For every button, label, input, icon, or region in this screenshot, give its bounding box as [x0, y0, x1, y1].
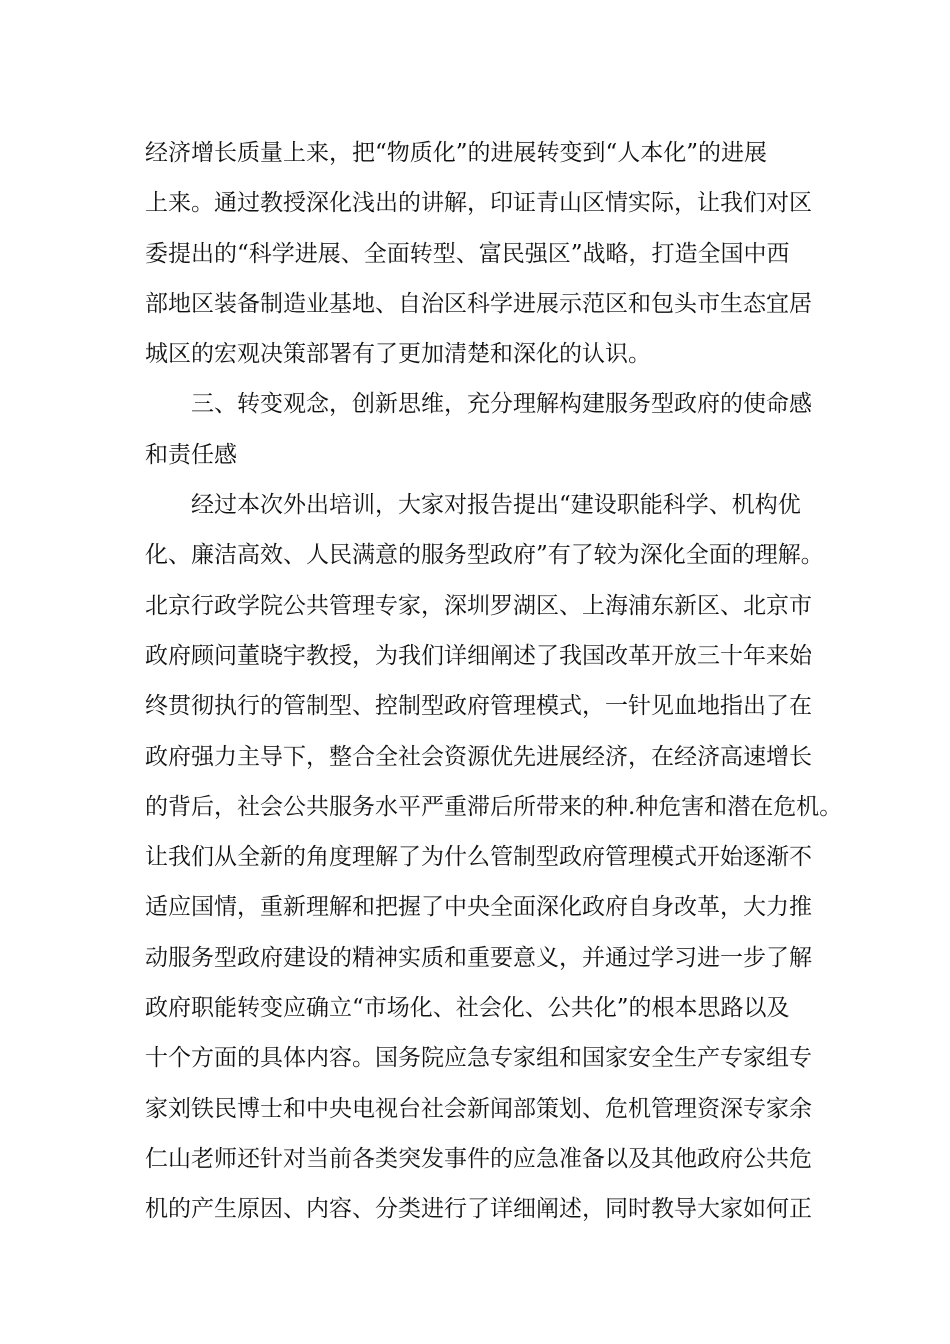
text-line: 终贯彻执行的管制型、控制型政府管理模式，一针见血地指出了在: [145, 693, 812, 720]
body-text: [145, 128, 845, 1235]
text-line: 化、廉洁高效、人民满意的服务型政府”有了较为深化全面的理解。: [145, 542, 824, 569]
text-line: 政府职能转变应确立“市场化、社会化、公共化”的根本思路以及: [145, 995, 790, 1022]
text-line: 仁山老师还针对当前各类突发事件的应急准备以及其他政府公共危: [145, 1145, 812, 1172]
text-line: 北京行政学院公共管理专家，深圳罗湖区、上海浦东新区、北京市: [145, 592, 812, 619]
section-heading-continued: 和责任感: [145, 441, 237, 468]
text-line: 十个方面的具体内容。国务院应急专家组和国家安全生产专家组专: [145, 1045, 812, 1072]
text-line: 委提出的“科学进展、全面转型、富民强区”战略，打造全国中西: [145, 240, 790, 267]
text-line: 政府强力主导下，整合全社会资源优先进展经济，在经济高速增长: [145, 743, 812, 770]
text-line: 动服务型政府建设的精神实质和重要意义，并通过学习进一步了解: [145, 944, 812, 971]
text-line: 上来。通过教授深化浅出的讲解，印证青山区情实际，让我们对区: [145, 190, 812, 217]
text-line: 家刘铁民博士和中央电视台社会新闻部策划、危机管理资深专家余: [145, 1095, 812, 1122]
text-line: 机的产生原因、内容、分类进行了详细阐述，同时教导大家如何正: [145, 1196, 812, 1223]
text-line: 适应国情，重新理解和把握了中央全面深化政府自身改革，大力推: [145, 894, 812, 921]
text-line: 政府顾问董晓宇教授，为我们详细阐述了我国改革开放三十年来始: [145, 642, 812, 669]
text-line: 部地区装备制造业基地、自治区科学进展示范区和包头市生态宜居: [145, 290, 812, 317]
paragraph-start: 经过本次外出培训，大家对报告提出“建设职能科学、机构优: [191, 492, 801, 519]
section-heading: 三、转变观念，创新思维，充分理解构建服务型政府的使命感: [191, 391, 812, 418]
text-line: 的背后，社会公共服务水平严重滞后所带来的种.种危害和潜在危机。: [145, 793, 843, 820]
text-line: 经济增长质量上来，把“物质化”的进展转变到“人本化”的进展: [145, 140, 768, 166]
text-line: 城区的宏观决策部署有了更加清楚和深化的认识。: [145, 341, 651, 368]
text-line: 让我们从全新的角度理解了为什么管制型政府管理模式开始逐渐不: [145, 844, 812, 871]
